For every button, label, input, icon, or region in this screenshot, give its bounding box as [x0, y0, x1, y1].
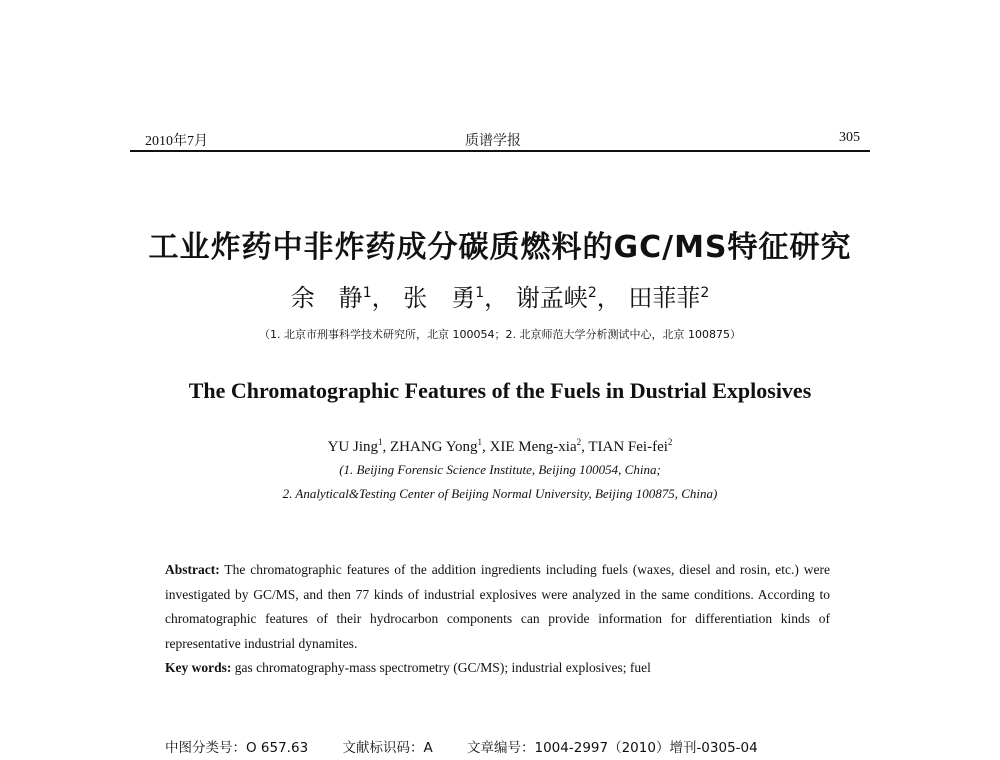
author-sup: 2 — [576, 437, 582, 447]
author: TIAN Fei-fei — [588, 439, 668, 455]
author: 余 静 — [290, 284, 363, 312]
abstract-block — [165, 558, 830, 681]
affiliation-en-2: 2. Analytical&Testing Center of Beijing Normal University, Beijing 100875, China) — [282, 486, 718, 501]
author: 谢孟峡 — [515, 284, 588, 312]
document-code: 文献标识码：A — [342, 740, 433, 756]
author: 田菲菲 — [628, 284, 701, 312]
author-sup: 2 — [700, 285, 710, 301]
author-sup: 1 — [362, 285, 372, 301]
running-header — [130, 128, 870, 152]
keywords — [165, 656, 830, 681]
clc-number: 中图分类号：O 657.63 — [165, 740, 309, 756]
keywords-text: gas chromatography-mass spectrometry (GC/MS); industrial explosives; fuel — [234, 660, 651, 675]
author: YU Jing — [327, 439, 379, 455]
title-cn: 工业炸药中非炸药成分碳质燃料的GC/MS特征研究 — [148, 230, 852, 265]
header-date: 2010年7月 — [145, 134, 208, 149]
author-sup: 2 — [667, 437, 673, 447]
abstract-label: Abstract: — [165, 562, 220, 577]
title-en: The Chromatographic Features of the Fuels in Dustrial Explosives — [188, 378, 812, 403]
authors-en: YU Jing$^1$, ZHANG Yong$^1$, XIE Meng-xia$^2$, TIAN Fei-fei$^2$ — [327, 437, 673, 455]
author-sup: 1 — [378, 437, 383, 447]
affiliation-cn: （1. 北京市刑事科学技术研究所，北京 100054；2. 北京师范大学分析测试中心，北京 100875） — [259, 328, 741, 341]
affiliation-en-1: (1. Beijing Forensic Science Institute, Beijing 100054, China; — [339, 462, 661, 477]
author-sup: 2 — [587, 285, 597, 301]
article-number: 文章编号：1004-2997（2010）增刊-0305-04 — [467, 740, 758, 756]
author-sup: 1 — [477, 437, 483, 447]
author: XIE Meng-xia — [489, 439, 577, 455]
abstract — [165, 558, 830, 656]
keywords-label: Key words: — [165, 660, 232, 675]
author: 张 勇 — [403, 284, 476, 312]
author: ZHANG Yong — [390, 439, 478, 455]
header-page-number: 305 — [839, 130, 860, 145]
authors-cn: 余 静$^1$， 张 勇$^1$， 谢孟峡$^2$， 田菲菲$^2$ — [290, 284, 710, 312]
author-sup: 1 — [475, 285, 485, 301]
classification-footer — [165, 736, 788, 756]
abstract-text: The chromatographic features of the addition ingredients including fuels (waxes, diesel and rosin, etc.) were investigated by GC/MS, and then 77 kinds of industrial explosives were analyzed in the same conditions. According to chromatographic features of their hydrocarbon components can provide information for differentiation kinds of representative industrial dynamites. — [165, 562, 830, 651]
header-journal: 质谱学报 — [465, 134, 521, 149]
